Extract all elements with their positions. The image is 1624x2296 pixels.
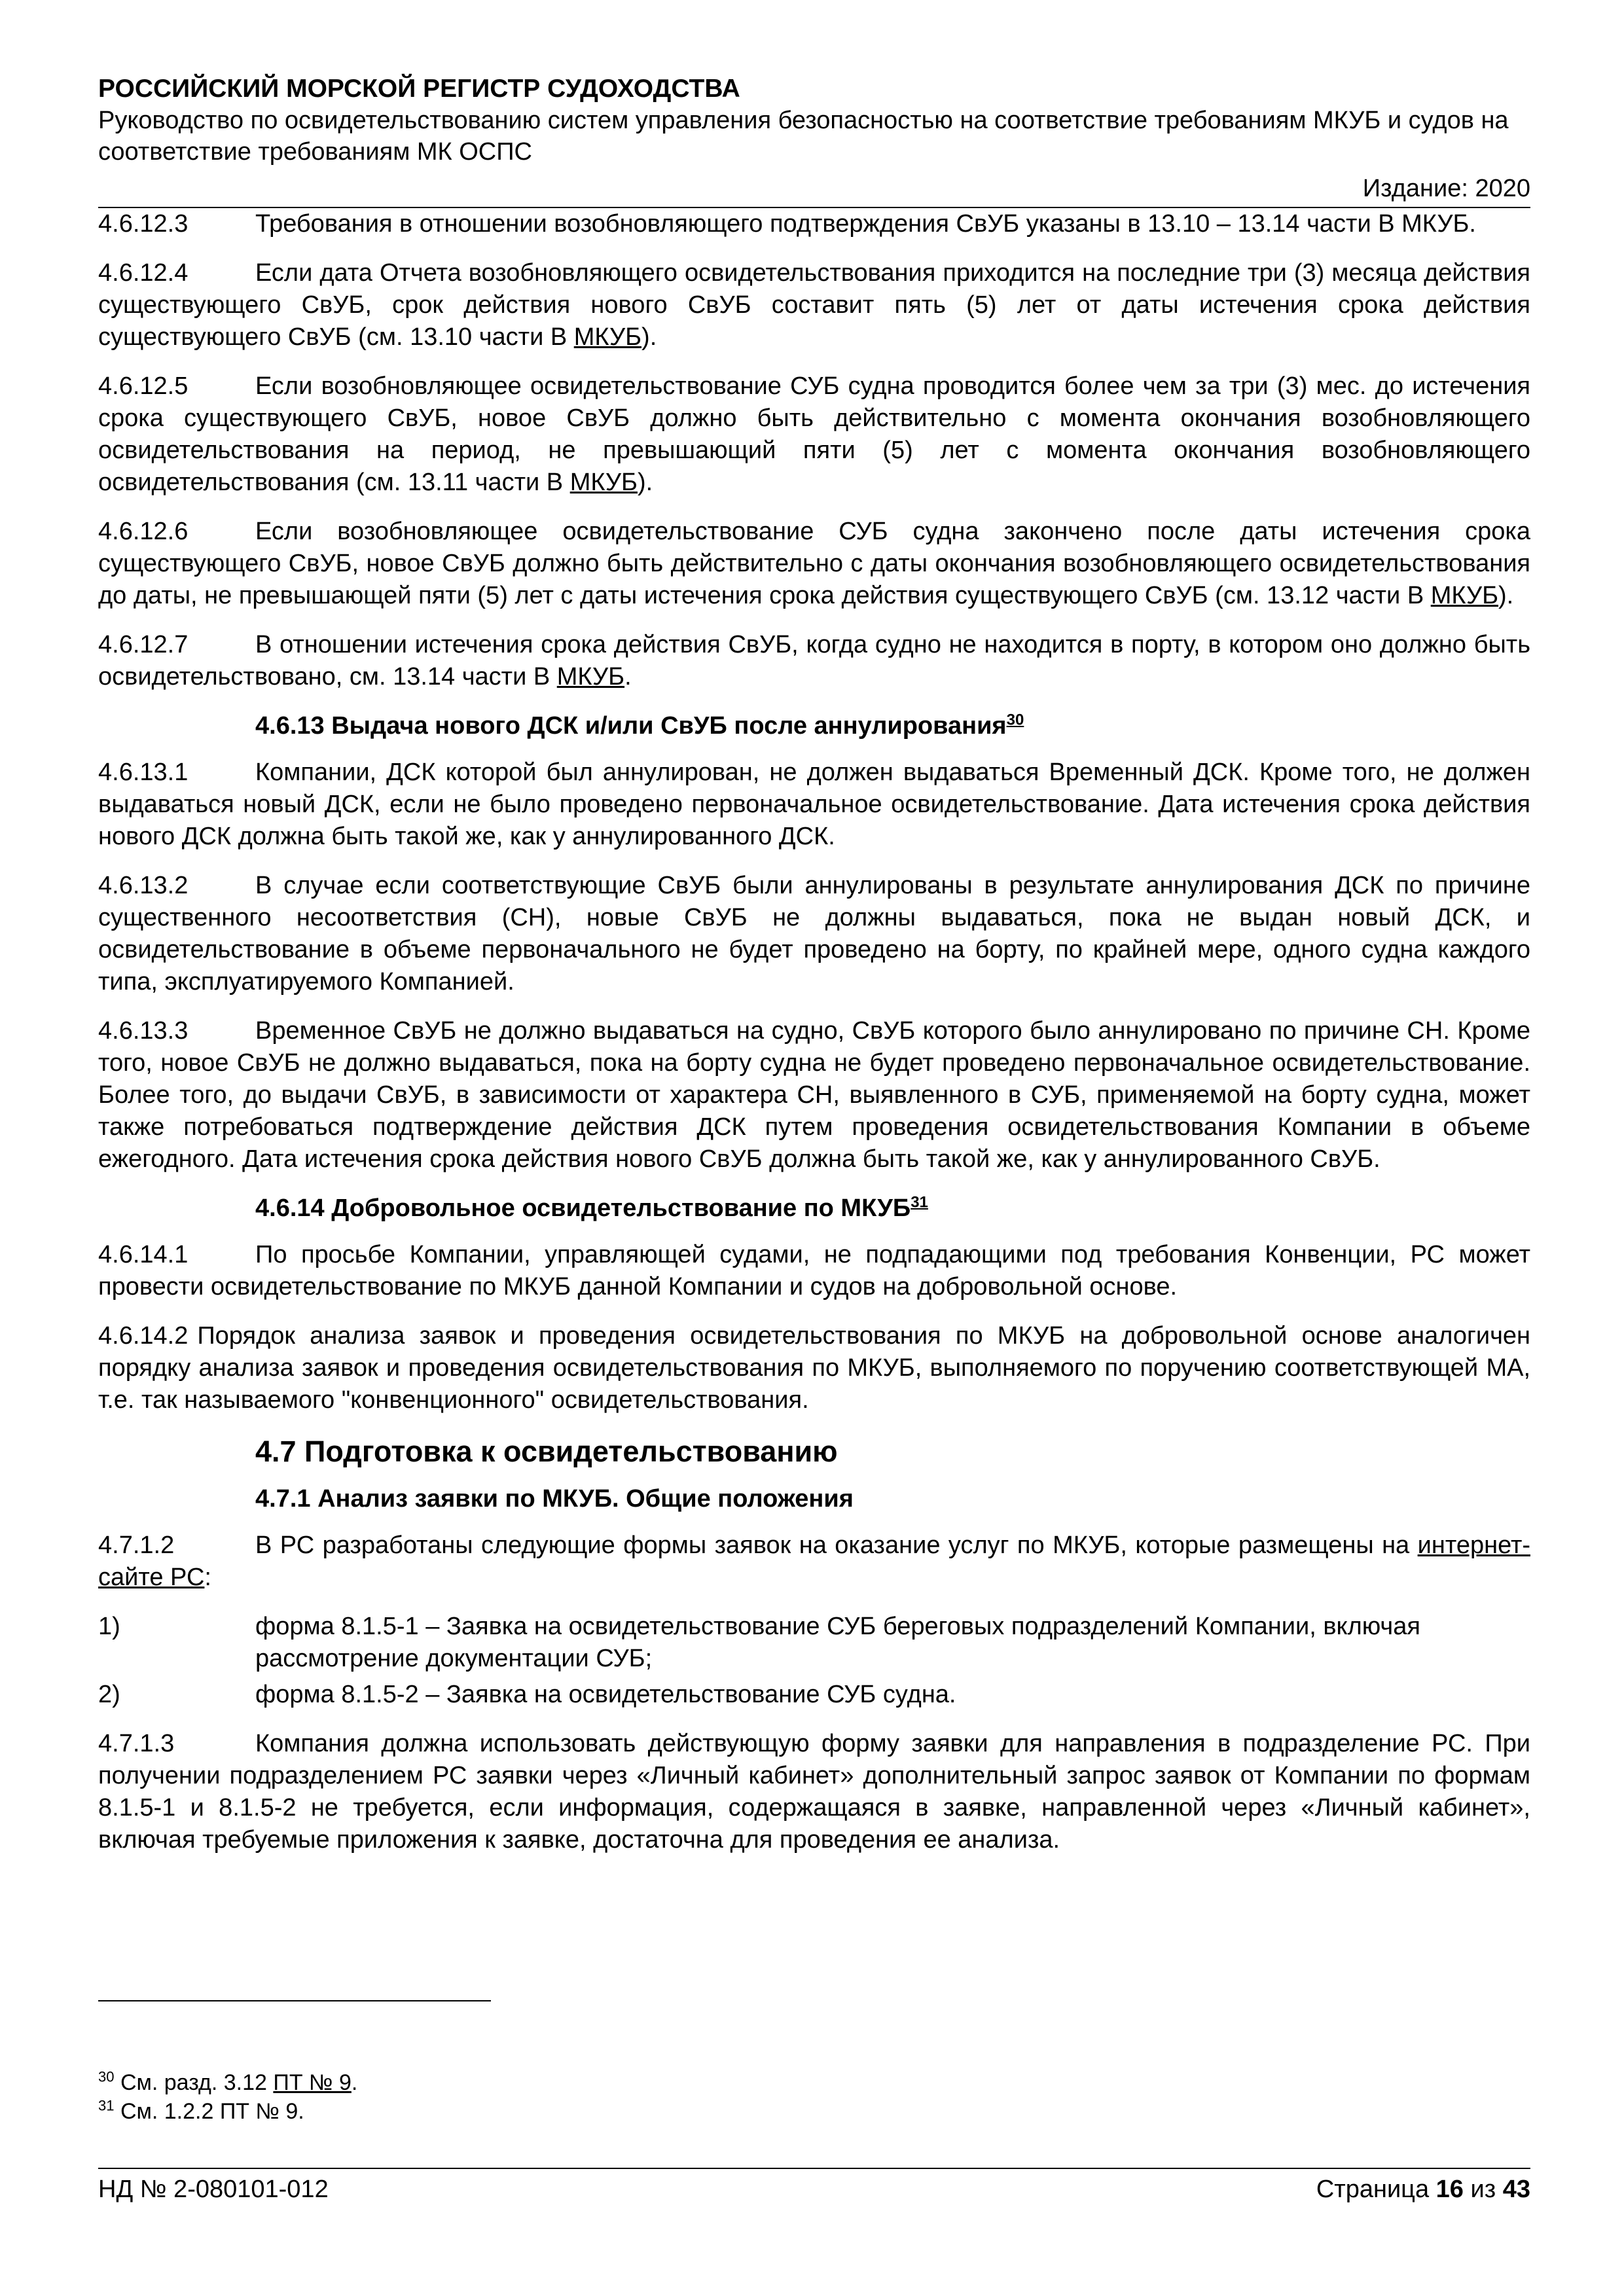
- pt9-link[interactable]: ПТ № 9: [273, 2070, 352, 2095]
- paragraph-4-6-12-5: [98, 370, 1530, 499]
- paragraph-number: 4.7.1.2: [98, 1532, 175, 1559]
- paragraph-text: Если возобновляющее освидетельствование СУБ судна закончено после даты истечения срока существующего СвУБ, новое СвУБ должно быть действительно с даты окончания возобновляющего освидетельствования до даты, не превышающей пяти (5) лет с даты истечения срока действия существующего СвУБ (см. 13.12 части В: [98, 518, 1530, 609]
- heading-text: 4.6.13 Выдача нового ДСК и/или СвУБ после аннулирования: [255, 712, 1007, 740]
- section-heading-4-7-1: 4.7.1 Анализ заявки по МКУБ. Общие положения: [255, 1485, 854, 1513]
- list-item-text: форма 8.1.5-2 – Заявка на освидетельствование СУБ судна.: [255, 1681, 956, 1708]
- paragraph-4-6-12-4: [98, 257, 1530, 353]
- list-item: [98, 1611, 1530, 1675]
- paragraph-number: 4.6.14.2: [98, 1322, 189, 1350]
- paragraph-tail: :: [204, 1564, 211, 1591]
- paragraph-4-6-14-1: [98, 1239, 1530, 1303]
- running-header: [98, 73, 1530, 204]
- mkub-link[interactable]: МКУБ: [569, 469, 638, 496]
- paragraph-number: 4.6.12.7: [98, 631, 189, 658]
- paragraph-tail: ).: [638, 469, 653, 496]
- footnote-text: См. 1.2.2 ПТ № 9.: [120, 2099, 304, 2124]
- paragraph-text: В отношении истечения срока действия СвУБ, когда судно не находится в порту, в котором оно должно быть освидетельствовано, см. 13.14 части В: [98, 631, 1530, 691]
- section-heading-4-6-13: [255, 710, 1530, 742]
- paragraph-number: 4.6.12.5: [98, 372, 189, 400]
- paragraph-number: 4.6.13.3: [98, 1017, 189, 1045]
- page-current: 16: [1435, 2176, 1464, 2203]
- paragraph-4-6-14-2: [98, 1320, 1530, 1416]
- paragraph-4-6-13-2: [98, 870, 1530, 998]
- list-item: [98, 1679, 1530, 1711]
- page-number: [1316, 2173, 1530, 2206]
- mkub-link[interactable]: МКУБ: [573, 323, 642, 351]
- paragraph-text: Порядок анализа заявок и проведения освидетельствования по МКУБ на добровольной основе аналогичен порядку анализа заявок и проведения освидетельствования по МКУБ, выполняемого по поручению соответствующей МА, т.е. так называемого "конвенционного" освидетельствования.: [98, 1322, 1530, 1414]
- paragraph-4-6-12-3: [98, 208, 1530, 240]
- paragraph-text: Компании, ДСК которой был аннулирован, не должен выдаваться Временный ДСК. Кроме того, не должен выдаваться новый ДСК, если не было проведено первоначальное освидетельствование. Дата истечения срока действия нового ДСК должна быть такой же, как у аннулированного ДСК.: [98, 759, 1530, 850]
- paragraph-4-6-12-6: [98, 516, 1530, 612]
- paragraph-tail: ).: [1498, 582, 1514, 609]
- list-item-text: форма 8.1.5-1 – Заявка на освидетельствование СУБ береговых подразделений Компании, включая рассмотрение документации СУБ;: [255, 1613, 1420, 1672]
- document-number: НД № 2-080101-012: [98, 2176, 329, 2203]
- list-item-number: 1): [98, 1613, 120, 1640]
- footnote-marker: 30: [98, 2068, 115, 2085]
- footnote-tail: .: [351, 2070, 358, 2095]
- paragraph-number: 4.7.1.3: [98, 1730, 175, 1757]
- mkub-link[interactable]: МКУБ: [556, 663, 625, 691]
- paragraph-number: 4.6.14.1: [98, 1241, 189, 1268]
- paragraph-number: 4.6.13.1: [98, 759, 189, 786]
- paragraph-text: Компания должна использовать действующую форму заявки для направления в подразделение РС. При получении подразделением РС заявки через «Личный кабинет» дополнительный запрос заявок от Компании по формам 8.1.5-1 и 8.1.5-2 не требуется, если информация, содержащаяся в заявке, направленной через «Личный кабинет», включая требуемые приложения к заявке, достаточна для проведения ее анализа.: [98, 1730, 1530, 1854]
- paragraph-text: Временное СвУБ не должно выдаваться на судно, СвУБ которого было аннулировано по причине СН. Кроме того, новое СвУБ не должно выдаваться, пока на борту судна не будет проведено первоначальное освидетельствование. Более того, до выдачи СвУБ, в зависимости от характера СН, выявленного в СУБ, применяемой на борту судна, может также потребоваться подтверждение действия ДСК путем проведения освидетельствования Компании в объеме ежегодного. Дата истечения срока действия нового СвУБ должна быть такой же, как у аннулированного СвУБ.: [98, 1017, 1530, 1173]
- footnote-divider: [98, 2000, 491, 2001]
- footnote-text: См. разд. 3.12: [120, 2070, 274, 2095]
- paragraph-4-6-13-3: [98, 1015, 1530, 1175]
- organization-name: РОССИЙСКИЙ МОРСКОЙ РЕГИСТР СУДОХОДСТВА: [98, 75, 740, 103]
- paragraph-tail: .: [624, 663, 632, 691]
- footer-divider: [98, 2168, 1530, 2169]
- paragraph-tail: ).: [641, 323, 657, 351]
- page-body: [98, 208, 1530, 1873]
- paragraph-4-6-13-1: [98, 757, 1530, 853]
- paragraph-number: 4.6.12.3: [98, 210, 189, 238]
- footnote-31: [98, 2097, 1530, 2126]
- heading-text: 4.6.14 Добровольное освидетельствование по МКУБ: [255, 1194, 911, 1222]
- document-title: Руководство по освидетельствованию систем управления безопасностью на соответствие требованиям МКУБ и судов на соответствие требованиям МК ОСПС: [98, 107, 1509, 166]
- paragraph-number: 4.6.12.4: [98, 259, 189, 287]
- list-item-number: 2): [98, 1681, 120, 1708]
- edition-label: Издание: 2020: [1362, 175, 1530, 202]
- paragraph-text: В РС разработаны следующие формы заявок на оказание услуг по МКУБ, которые размещены на: [255, 1532, 1418, 1559]
- paragraph-text: По просьбе Компании, управляющей судами, не подпадающими под требования Конвенции, РС может провести освидетельствование по МКУБ данной Компании и судов на добровольной основе.: [98, 1241, 1530, 1300]
- paragraph-text: Требования в отношении возобновляющего подтверждения СвУБ указаны в 13.10 – 13.14 части В МКУБ.: [255, 210, 1476, 238]
- paragraph-number: 4.6.12.6: [98, 518, 189, 545]
- page-total: 43: [1502, 2176, 1530, 2203]
- footnotes: [98, 2068, 1530, 2126]
- paragraph-4-7-1-3: [98, 1728, 1530, 1856]
- section-heading-4-6-14: [255, 1193, 1530, 1225]
- paragraph-number: 4.6.13.2: [98, 872, 189, 899]
- paragraph-4-7-1-2: [98, 1530, 1530, 1594]
- footnote-marker: 31: [98, 2097, 115, 2114]
- mkub-link[interactable]: МКУБ: [1430, 582, 1499, 609]
- page-of: из: [1470, 2176, 1496, 2203]
- paragraph-text: Если дата Отчета возобновляющего освидетельствования приходится на последние три (3) месяца действия существующего СвУБ, срок действия нового СвУБ составит пять (5) лет от даты истечения срока действия существующего СвУБ (см. 13.10 части В: [98, 259, 1530, 351]
- footnote-30: [98, 2068, 1530, 2097]
- footnote-ref-31[interactable]: 31: [911, 1193, 928, 1211]
- running-footer: [98, 2173, 1530, 2206]
- page-label: Страница: [1316, 2176, 1430, 2203]
- paragraph-text: В случае если соответствующие СвУБ были аннулированы в результате аннулирования ДСК по причине существенного несоответствия (СН), новые СвУБ не должны выдаваться, пока не выдан новый ДСК, и освидетельствование в объеме первоначального не будет проведено на борту, по крайней мере, одного судна каждого типа, эксплуатируемого Компанией.: [98, 872, 1530, 996]
- rs-website-link[interactable]: интернет-сайте РС: [98, 1532, 1530, 1591]
- footnote-ref-30[interactable]: 30: [1006, 711, 1024, 729]
- paragraph-4-6-12-7: [98, 629, 1530, 693]
- paragraph-text: Если возобновляющее освидетельствование СУБ судна проводится более чем за три (3) мес. до истечения срока существующего СвУБ, новое СвУБ должно быть действительно с момента окончания возобновляющего освидетельствования на период, не превышающий пяти (5) лет с момента окончания возобновляющего освидетельствования (см. 13.11 части В: [98, 372, 1530, 496]
- section-heading-4-7: 4.7 Подготовка к освидетельствованию: [255, 1435, 838, 1468]
